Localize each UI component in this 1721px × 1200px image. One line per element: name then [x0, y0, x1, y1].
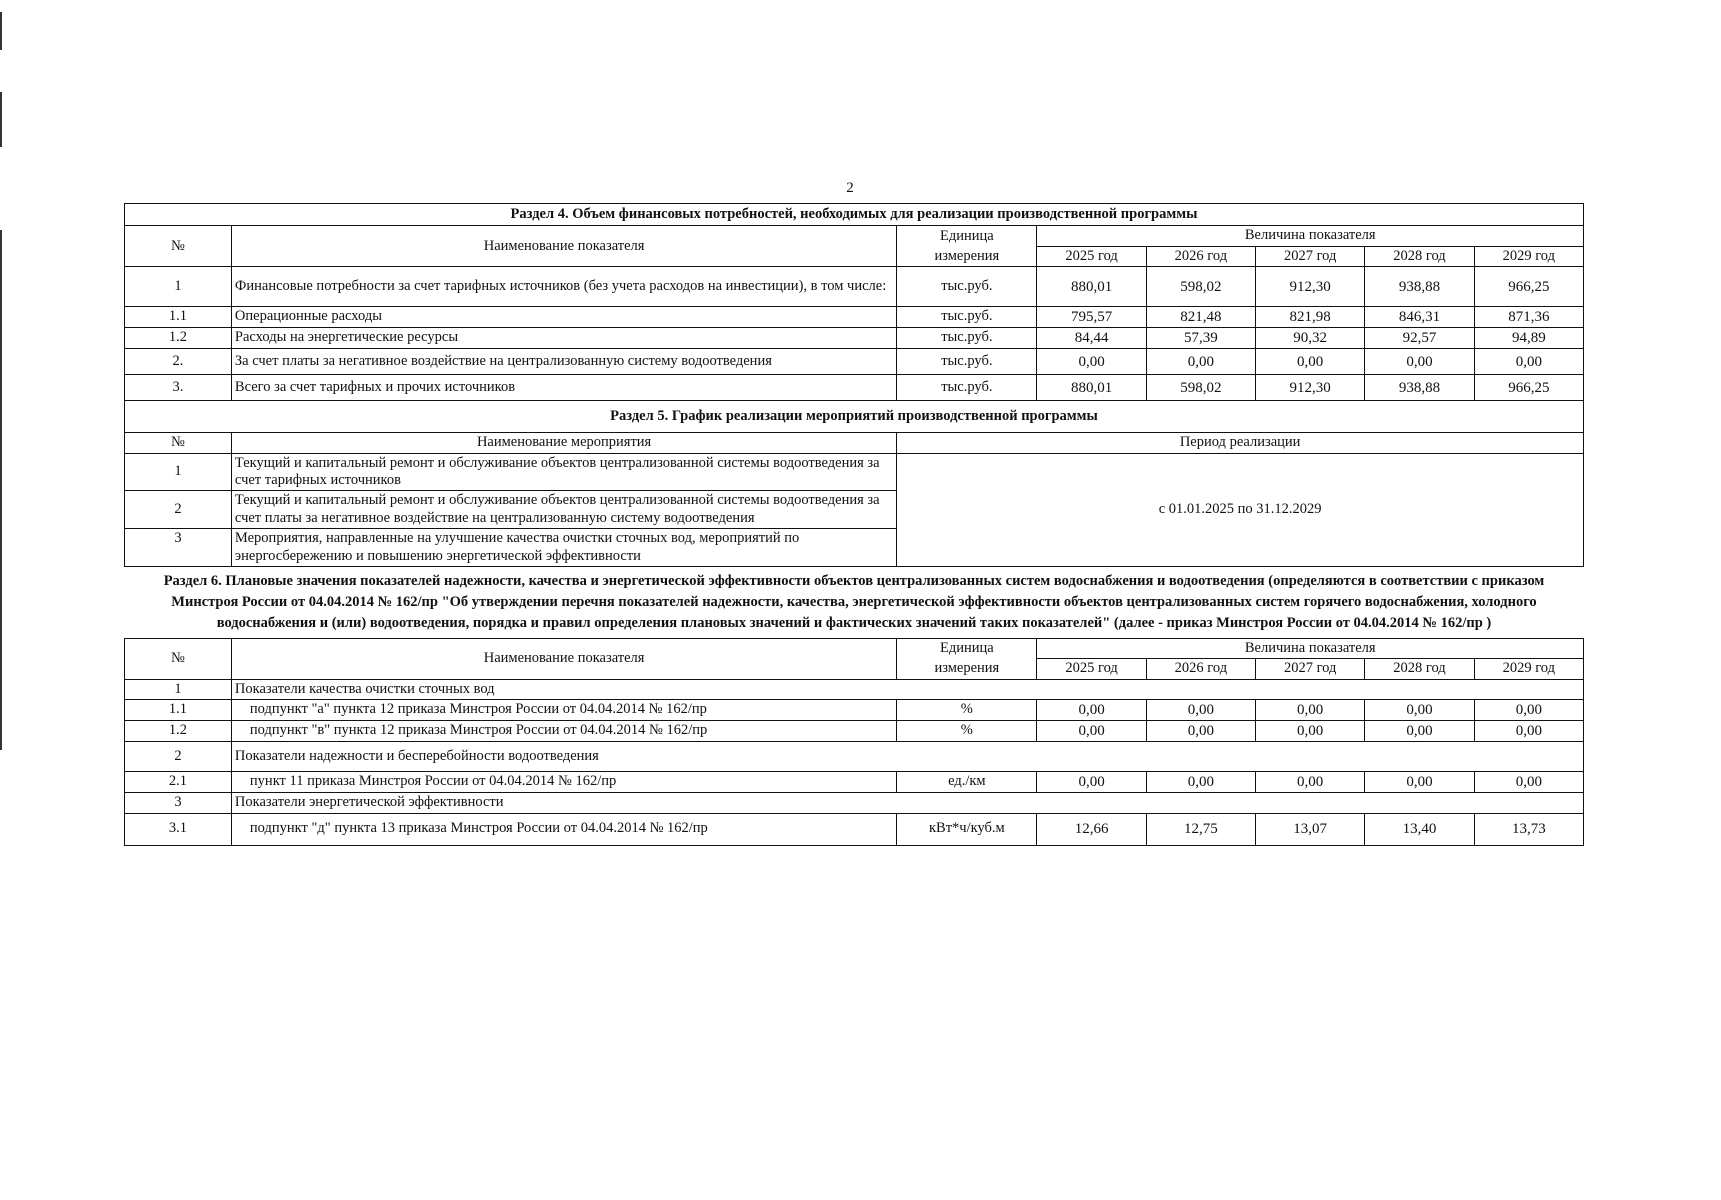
group-name: Показатели качества очистки сточных вод [231, 679, 1583, 699]
row-value: 0,00 [1256, 772, 1365, 793]
s4-header-unit-1: Единица [897, 226, 1037, 246]
row-value: 0,00 [1037, 700, 1146, 721]
row-value: 0,00 [1256, 349, 1365, 375]
row-name: подпункт "в" пункта 12 приказа Минстроя России от 04.04.2014 № 162/пр [231, 721, 896, 742]
s4-header-name: Наименование показателя [231, 226, 896, 267]
row-value: 90,32 [1256, 328, 1365, 349]
s4-year-2027: 2027 год [1256, 246, 1365, 266]
row-value: 880,01 [1037, 267, 1146, 307]
row-value: 13,07 [1256, 813, 1365, 845]
row-num: 1.2 [125, 721, 232, 742]
row-unit: тыс.руб. [897, 328, 1037, 349]
row-value: 0,00 [1365, 772, 1474, 793]
row-name: подпункт "а" пункта 12 приказа Минстроя России от 04.04.2014 № 162/пр [231, 700, 896, 721]
table-row [125, 307, 1584, 328]
page-number: 2 [846, 180, 854, 196]
row-name: Операционные расходы [231, 307, 896, 328]
row-value: 0,00 [1037, 721, 1146, 742]
table-row [125, 721, 1584, 742]
s4-header-num: № [125, 226, 232, 267]
row-name: Расходы на энергетические ресурсы [231, 328, 896, 349]
row-value: 846,31 [1365, 307, 1474, 328]
row-name: За счет платы за негативное воздействие на централизованную систему водоотведения [231, 349, 896, 375]
row-value: 0,00 [1146, 700, 1255, 721]
row-value: 0,00 [1256, 721, 1365, 742]
s6-year-2026: 2026 год [1146, 659, 1255, 679]
row-value: 13,73 [1474, 813, 1583, 845]
row-unit: тыс.руб. [897, 349, 1037, 375]
row-value: 57,39 [1146, 328, 1255, 349]
row-unit: % [897, 721, 1037, 742]
row-value: 12,75 [1146, 813, 1255, 845]
row-num: 1.1 [125, 307, 232, 328]
s6-header-unit-2: измерения [897, 659, 1037, 679]
row-num: 3.1 [125, 813, 232, 845]
row-name: Всего за счет тарифных и прочих источников [231, 375, 896, 401]
row-value: 938,88 [1365, 375, 1474, 401]
table-row [125, 328, 1584, 349]
row-value: 0,00 [1037, 349, 1146, 375]
s6-year-2027: 2027 год [1256, 659, 1365, 679]
row-value: 821,48 [1146, 307, 1255, 328]
table-row [125, 700, 1584, 721]
row-num: 1 [125, 679, 232, 699]
row-num: 1 [125, 453, 232, 491]
implementation-period: с 01.01.2025 по 31.12.2029 [897, 453, 1584, 566]
table-row [125, 772, 1584, 793]
row-num: 2 [125, 742, 232, 772]
s6-year-2025: 2025 год [1037, 659, 1146, 679]
s4-year-2028: 2028 год [1365, 246, 1474, 266]
s6-header-num: № [125, 638, 232, 679]
row-num: 2.1 [125, 772, 232, 793]
row-num: 3. [125, 375, 232, 401]
s6-header-value: Величина показателя [1037, 638, 1584, 658]
group-name: Показатели надежности и бесперебойности водоотведения [231, 742, 1583, 772]
row-value: 871,36 [1474, 307, 1583, 328]
section5-title: Раздел 5. График реализации мероприятий производственной программы [125, 401, 1584, 433]
row-num: 2 [125, 491, 232, 529]
row-unit: тыс.руб. [897, 375, 1037, 401]
row-value: 0,00 [1146, 721, 1255, 742]
section6-title: Раздел 6. Плановые значения показателей надежности, качества и энергетической эффективности объектов централизованных систем водоснабжения и водоотведения (определяются в соответствии с приказом Минстроя России от 04.04.2014 № 162/пр "Об утверждении перечня показателей надежности, качества, энергетической эффективности объектов централизованных систем горячего водоснабжения, холодного водоснабжения и (или) водоотведения, порядка и правил определения плановых значений и фактических значений таких показателей" (далее - приказ Минстроя России от 04.04.2014 № 162/пр ) [125, 566, 1584, 638]
row-value: 912,30 [1256, 375, 1365, 401]
row-unit: кВт*ч/куб.м [897, 813, 1037, 845]
row-value: 13,40 [1365, 813, 1474, 845]
row-value: 938,88 [1365, 267, 1474, 307]
s4-year-2025: 2025 год [1037, 246, 1146, 266]
row-value: 966,25 [1474, 375, 1583, 401]
table-row [125, 267, 1584, 307]
s5-header-period: Период реализации [897, 433, 1584, 453]
s6-header-name: Наименование показателя [231, 638, 896, 679]
row-value: 880,01 [1037, 375, 1146, 401]
row-name: Текущий и капитальный ремонт и обслуживание объектов централизованной системы водоотведения за счет платы за негативное воздействие на централизованную систему водоотведения [231, 491, 896, 529]
row-value: 0,00 [1365, 700, 1474, 721]
table-row [125, 453, 1584, 491]
row-unit: % [897, 700, 1037, 721]
section4-title: Раздел 4. Объем финансовых потребностей, необходимых для реализации производственной программы [125, 204, 1584, 226]
row-value: 94,89 [1474, 328, 1583, 349]
table-row [125, 742, 1584, 772]
row-value: 0,00 [1474, 700, 1583, 721]
row-value: 0,00 [1146, 349, 1255, 375]
row-num: 1.1 [125, 700, 232, 721]
row-value: 0,00 [1474, 349, 1583, 375]
row-value: 12,66 [1037, 813, 1146, 845]
row-num: 3 [125, 793, 232, 813]
row-value: 912,30 [1256, 267, 1365, 307]
row-name: пункт 11 приказа Минстроя России от 04.04.2014 № 162/пр [231, 772, 896, 793]
row-unit: тыс.руб. [897, 267, 1037, 307]
document-sheet [124, 203, 1584, 846]
s6-header-unit-1: Единица [897, 638, 1037, 658]
row-value: 0,00 [1474, 721, 1583, 742]
table-row [125, 349, 1584, 375]
row-value: 84,44 [1037, 328, 1146, 349]
row-unit: ед./км [897, 772, 1037, 793]
row-value: 0,00 [1474, 772, 1583, 793]
row-name: Финансовые потребности за счет тарифных источников (без учета расходов на инвестиции), в том числе: [231, 267, 896, 307]
table-row [125, 793, 1584, 813]
group-name: Показатели энергетической эффективности [231, 793, 1583, 813]
s4-year-2026: 2026 год [1146, 246, 1255, 266]
row-value: 0,00 [1037, 772, 1146, 793]
row-value: 966,25 [1474, 267, 1583, 307]
row-name: Текущий и капитальный ремонт и обслуживание объектов централизованной системы водоотведения за счет тарифных источников [231, 453, 896, 491]
row-num: 3 [125, 529, 232, 567]
row-name: Мероприятия, направленные на улучшение качества очистки сточных вод, мероприятий по энергосбережению и повышению энергетической эффективности [231, 529, 896, 567]
row-num: 1 [125, 267, 232, 307]
s5-header-name: Наименование мероприятия [231, 433, 896, 453]
table-row [125, 679, 1584, 699]
row-value: 821,98 [1256, 307, 1365, 328]
row-num: 2. [125, 349, 232, 375]
s4-year-2029: 2029 год [1474, 246, 1583, 266]
table-row [125, 813, 1584, 845]
table-row [125, 375, 1584, 401]
row-value: 0,00 [1146, 772, 1255, 793]
row-name: подпункт "д" пункта 13 приказа Минстроя России от 04.04.2014 № 162/пр [231, 813, 896, 845]
s6-year-2028: 2028 год [1365, 659, 1474, 679]
s6-year-2029: 2029 год [1474, 659, 1583, 679]
row-num: 1.2 [125, 328, 232, 349]
row-value: 598,02 [1146, 375, 1255, 401]
row-value: 795,57 [1037, 307, 1146, 328]
s4-header-value: Величина показателя [1037, 226, 1584, 246]
row-value: 92,57 [1365, 328, 1474, 349]
row-value: 0,00 [1365, 721, 1474, 742]
s5-header-num: № [125, 433, 232, 453]
row-value: 0,00 [1365, 349, 1474, 375]
row-value: 598,02 [1146, 267, 1255, 307]
scan-edge-marks [0, 0, 3, 760]
row-unit: тыс.руб. [897, 307, 1037, 328]
s4-header-unit-2: измерения [897, 246, 1037, 266]
main-table [124, 203, 1584, 846]
row-value: 0,00 [1256, 700, 1365, 721]
